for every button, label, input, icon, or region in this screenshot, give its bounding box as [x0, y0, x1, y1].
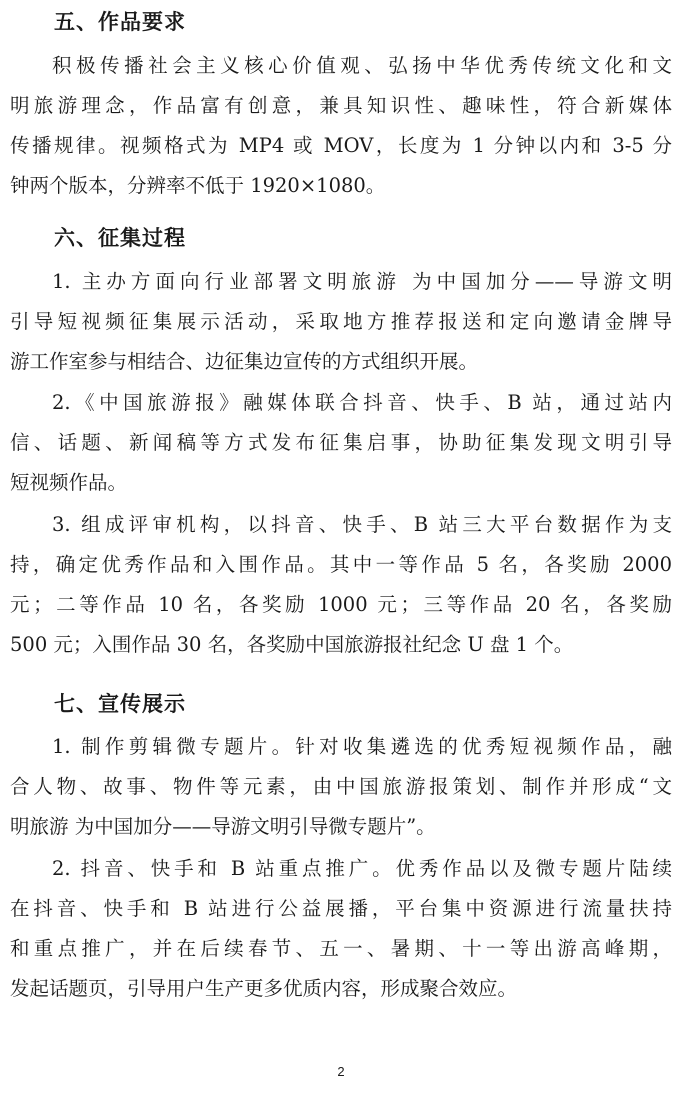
text-line: 引导短视频征集展示活动，采取地方推荐报送和定向邀请金牌导 [10, 310, 672, 333]
text-line: 积极传播社会主义核心价值观、弘扬中华优秀传统文化和文 [52, 54, 672, 77]
text-line: 发起话题页，引导用户生产更多优质内容，形成聚合效应。 [10, 977, 518, 1000]
text-line: 在抖音、快手和 B 站进行公益展播，平台集中资源进行流量扶持 [10, 897, 672, 920]
section-heading-promotion: 七、宣传展示 [54, 692, 186, 716]
section-heading-collection-process: 六、征集过程 [54, 226, 186, 250]
collection-item-3 [10, 505, 672, 665]
collection-item-2 [10, 383, 672, 503]
text-line: 3. 组成评审机构，以抖音、快手、B 站三大平台数据作为支 [52, 513, 672, 536]
text-line: 合人物、故事、物件等元素，由中国旅游报策划、制作并形成“文 [10, 775, 672, 798]
text-line: 短视频作品。 [10, 471, 128, 494]
page-number: 2 [337, 1064, 345, 1079]
collection-item-1 [10, 262, 672, 382]
text-line: 游工作室参与相结合、边征集边宣传的方式组织开展。 [10, 350, 479, 373]
text-line: 2.《中国旅游报》融媒体联合抖音、快手、B 站，通过站内 [52, 391, 672, 414]
text-line: 明旅游理念，作品富有创意，兼具知识性、趣味性，符合新媒体 [10, 94, 672, 117]
text-line: 500 元；入围作品 30 名，各奖励中国旅游报社纪念 U 盘 1 个。 [10, 633, 574, 656]
text-line: 和重点推广，并在后续春节、五一、暑期、十一等出游高峰期， [10, 937, 672, 960]
section-requirements-body [10, 46, 672, 206]
text-line: 2. 抖音、快手和 B 站重点推广。优秀作品以及微专题片陆续 [52, 857, 672, 880]
text-line: 元；二等作品 10 名，各奖励 1000 元；三等作品 20 名，各奖励 [10, 593, 672, 616]
section-heading-requirements: 五、作品要求 [54, 10, 186, 34]
promotion-item-1 [10, 727, 672, 847]
text-line: 传播规律。视频格式为 MP4 或 MOV，长度为 1 分钟以内和 3-5 分 [10, 134, 672, 157]
text-line: 信、话题、新闻稿等方式发布征集启事，协助征集发现文明引导 [10, 431, 672, 454]
text-line: 持，确定优秀作品和入围作品。其中一等作品 5 名，各奖励 2000 [10, 553, 672, 576]
promotion-item-2 [10, 849, 672, 1009]
text-line: 1. 主办方面向行业部署文明旅游 为中国加分——导游文明 [52, 270, 672, 293]
text-line: 钟两个版本，分辨率不低于 1920×1080。 [10, 174, 386, 197]
text-line: 明旅游 为中国加分——导游文明引导微专题片”。 [10, 815, 436, 838]
text-line: 1. 制作剪辑微专题片。针对收集遴选的优秀短视频作品，融 [52, 735, 672, 758]
